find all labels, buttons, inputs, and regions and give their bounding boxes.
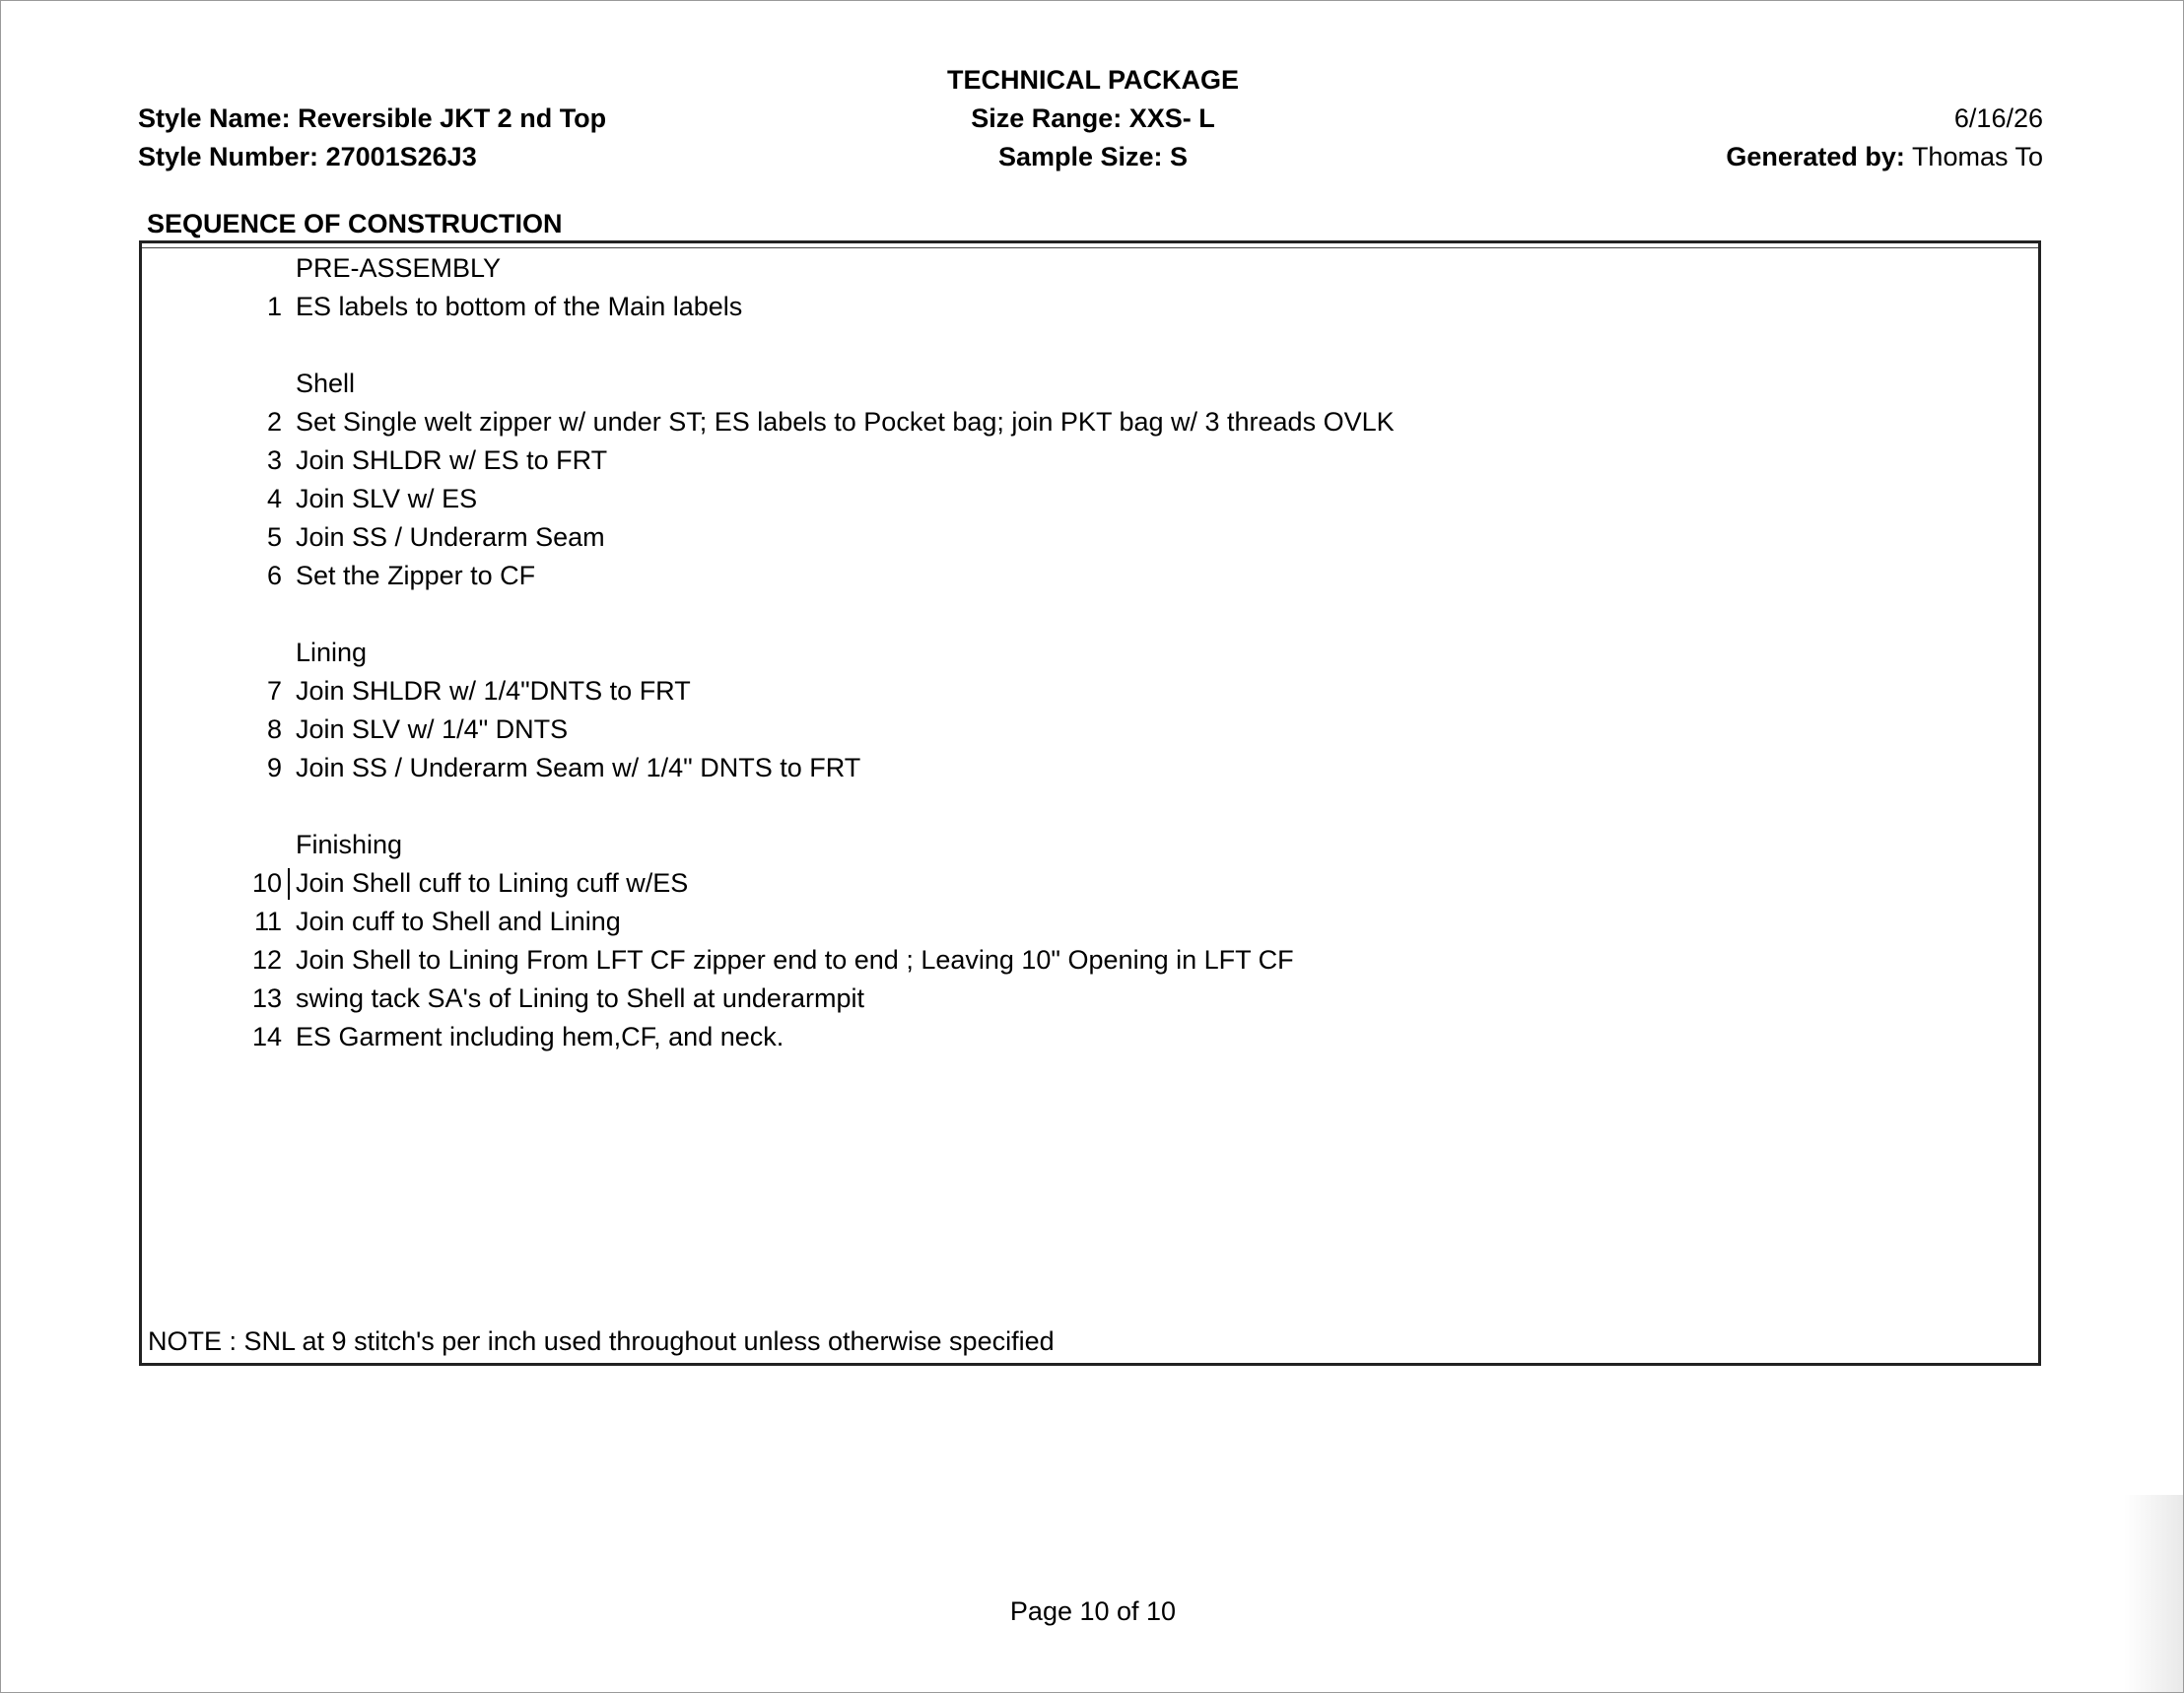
step-number: 5 [266, 522, 282, 552]
step-text: Join SHLDR w/ ES to FRT [296, 445, 608, 475]
construction-note: NOTE : SNL at 9 stitch's per inch used throughout unless otherwise specified [148, 1326, 1055, 1356]
step-text: Join cuff to Shell and Lining [296, 907, 621, 936]
step-text: Join SLV w/ ES [296, 484, 478, 513]
style-number-row [138, 137, 477, 176]
style-name-row [138, 99, 606, 138]
step-number: 3 [266, 445, 282, 475]
step-number: 9 [266, 753, 282, 782]
document-date: 6/16/26 [1953, 103, 2043, 133]
step-text: Join SHLDR w/ 1/4"DNTS to FRT [296, 676, 691, 706]
step-text: Join Shell cuff to Lining cuff w/ES [296, 868, 689, 898]
step-text: Join Shell to Lining From LFT CF zipper end to end ; Leaving 10" Opening in LFT CF [296, 945, 1294, 975]
step-number: 14 [251, 1022, 282, 1051]
step-number: 4 [266, 484, 282, 513]
sample-size-value: S [1170, 142, 1189, 171]
page-number: Page 10 of 10 [1009, 1596, 1177, 1626]
step-number: 7 [266, 676, 282, 706]
style-number-value: 27001S26J3 [325, 142, 477, 171]
generated-by-row [1726, 137, 2043, 176]
step-number: 8 [266, 714, 282, 744]
step-text: Set the Zipper to CF [296, 561, 536, 590]
sample-size-label: Sample Size: [997, 142, 1163, 171]
step-text: Set Single welt zipper w/ under ST; ES labels to Pocket bag; join PKT bag w/ 3 threads OVLK [296, 407, 1395, 437]
step-text: Join SS / Underarm Seam w/ 1/4" DNTS to FRT [296, 753, 861, 782]
step-number: 6 [266, 561, 282, 590]
step-text: ES labels to bottom of the Main labels [296, 292, 743, 321]
step-number: 10 [251, 868, 282, 898]
step-number: 1 [266, 292, 282, 321]
style-name-value: Reversible JKT 2 nd Top [298, 103, 607, 133]
generated-by-value: Thomas To [1911, 142, 2043, 171]
construction-box: PRE-ASSEMBLY 1 ES labels to bottom of the Main labels Shell 2 Set Single welt zipper w/ under ST; ES labels to Pocket bag; join PKT bag w/ 3 threads OVLK 3 Join SHLDR w/ ES to FRT 4 Join SLV w/ ES 5 Join SS / Underarm Seam 6 Set the Zipper to CF Lining 7 Join SHLDR w/ 1/4"DNTS to FRT 8 Join SLV w/ 1/4" DNTS 9 Join SS / Underarm Seam w/ 1/4" DNTS to FRT Finishing 10 Join Shell cuff to Lining cuff w/ES 11 Join cuff to Shell and Lining 12 Join Shell to Lining From LFT CF zipper end to end ; Leaving 10" Opening in LFT CF 13 swing tack SA's of Lining to Shell at underarmpit 14 ES Garment including hem,CF, and neck. NOTE : SNL at 9 stitch's per inch used throughout unless otherwise specified [139, 240, 2041, 1366]
style-number-label: Style Number: [138, 142, 319, 171]
size-range-row [797, 99, 1389, 138]
document-title: TECHNICAL PACKAGE [946, 65, 1239, 95]
step-text: Join SS / Underarm Seam [296, 522, 605, 552]
generated-by-label: Generated by: [1726, 142, 1905, 171]
step-number: 12 [251, 945, 282, 975]
style-name-label: Style Name: [138, 103, 291, 133]
size-range-label: Size Range: [971, 103, 1123, 133]
step-number: 13 [251, 983, 282, 1013]
step-text: Join SLV w/ 1/4" DNTS [296, 714, 569, 744]
step-text: ES Garment including hem,CF, and neck. [296, 1022, 785, 1051]
step-number: 2 [266, 407, 282, 437]
sample-size-row [797, 137, 1389, 176]
step-number: 11 [253, 907, 282, 936]
page-edge-shadow [2124, 1495, 2183, 1692]
section-title: SEQUENCE OF CONSTRUCTION [147, 209, 563, 238]
size-range-value: XXS- L [1128, 103, 1215, 133]
step-text: swing tack SA's of Lining to Shell at underarmpit [296, 983, 864, 1013]
text-cursor [288, 868, 290, 900]
